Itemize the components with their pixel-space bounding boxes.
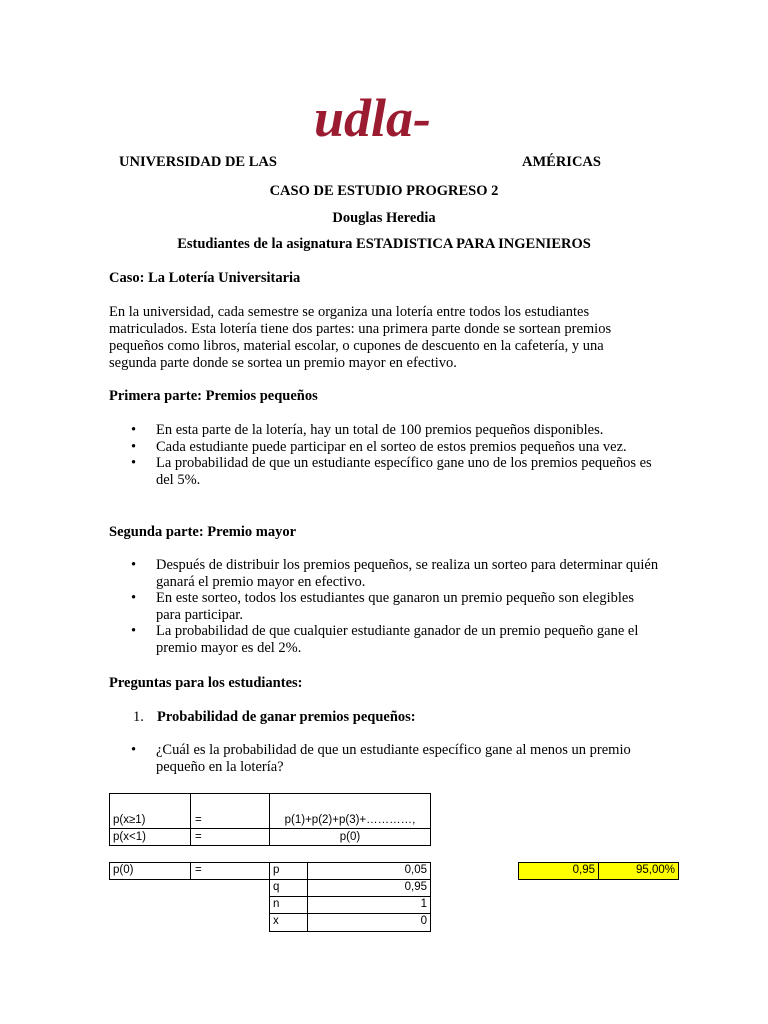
param-label: n	[273, 898, 280, 910]
bullet-icon: •	[131, 422, 137, 438]
bullet-text: Cada estudiante puede participar en el sorteo de estos premios pequeños una vez.	[156, 438, 627, 455]
cell-px-ge-1: p(x≥1)	[113, 814, 146, 826]
university-name-right: AMÉRICAS	[522, 154, 601, 170]
cell-eq-2: =	[195, 831, 202, 843]
param-label: x	[273, 915, 279, 927]
bullet-icon: •	[131, 557, 137, 573]
case-title: CASO DE ESTUDIO PROGRESO 2	[269, 183, 499, 199]
bullet-icon: •	[131, 590, 137, 606]
bullet-text: En esta parte de la lotería, hay un total de 100 premios pequeños disponibles.	[156, 422, 604, 438]
bullet-text: La probabilidad de que un estudiante específico gane uno de los premios pequeños es del 5%.	[156, 455, 652, 488]
bullet-text: Después de distribuir los premios pequeños, se realiza un sorteo para determinar quién ganará el premio mayor en efectivo.	[156, 557, 659, 590]
cell-p0-expr: p(0)	[339, 831, 361, 843]
cell-eq-1: =	[195, 814, 202, 826]
param-value: 0,05	[404, 864, 427, 876]
param-label: p	[273, 864, 280, 876]
preguntas-title: Preguntas para los estudiantes:	[109, 675, 303, 691]
caso-title: Caso: La Lotería Universitaria	[109, 270, 301, 286]
cell-sum-expr: p(1)+p(2)+p(3)+…………,	[284, 814, 416, 826]
caso-body: En la universidad, cada semestre se organiza una lotería entre todos los estudiantes matriculados. Esta lotería tiene dos partes: una primera parte donde se sortean premios pequeños como libros, material escolar, o cupones de descuento en la cafetería, y una segunda parte donde se sortea un premio mayor en efectivo.	[109, 304, 612, 371]
logo-text: udla-	[314, 88, 432, 148]
question-title: Probabilidad de ganar premios pequeños:	[157, 709, 416, 725]
parte1-title: Primera parte: Premios pequeños	[109, 388, 318, 404]
author-name: Douglas Heredia	[332, 210, 436, 226]
bullet-icon: •	[131, 742, 137, 758]
course-line: Estudiantes de la asignatura ESTADISTICA PARA INGENIEROS	[177, 236, 591, 252]
param-label: q	[273, 881, 280, 893]
param-value: 0,95	[404, 881, 427, 893]
parte2-title: Segunda parte: Premio mayor	[109, 524, 296, 540]
cell-px-lt-1: p(x<1)	[113, 831, 146, 843]
result-percent: 95,00%	[635, 864, 675, 876]
cell-eq-3: =	[195, 864, 202, 876]
param-value: 0	[420, 915, 427, 927]
result-value: 0,95	[572, 864, 595, 876]
bullet-icon: •	[131, 455, 137, 471]
cell-p0-label: p(0)	[113, 864, 134, 876]
param-value: 1	[420, 898, 427, 910]
bullet-icon: •	[131, 438, 137, 455]
bullet-text: ¿Cuál es la probabilidad de que un estudiante específico gane al menos un premio pequeño en la lotería?	[156, 742, 631, 775]
bullet-text: La probabilidad de que cualquier estudiante ganador de un premio pequeño gane el premio mayor es del 2%.	[156, 623, 639, 656]
question-number: 1.	[133, 709, 144, 725]
bullet-icon: •	[131, 623, 137, 639]
university-name-left: UNIVERSIDAD DE LAS	[119, 154, 277, 170]
bullet-text: En este sorteo, todos los estudiantes que ganaron un premio pequeño son elegibles para participar.	[156, 590, 634, 623]
